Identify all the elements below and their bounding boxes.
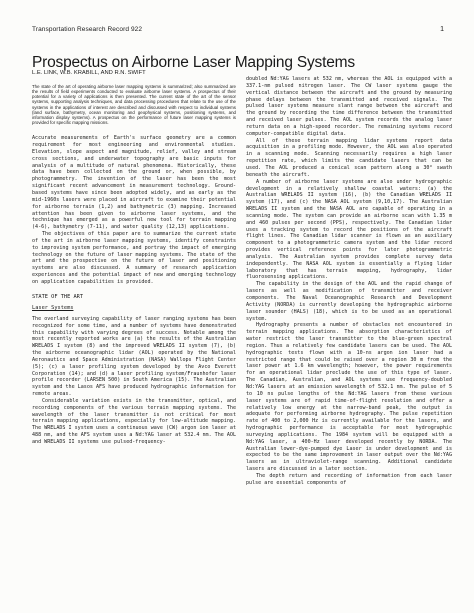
body-paragraph: The depth return and recording of information from each laser pulse are essential components of	[246, 472, 452, 486]
right-column	[246, 76, 452, 487]
section-heading: STATE OF THE ART	[32, 293, 84, 300]
body-paragraph: Considerable variation exists in the transmitter, optical, and recording components of the various terrain mapping systems. The wavelength of the laser transmitter is not critical for most terrain mapping applications, especially for low-altitude mapping. The WRELADS I system uses a continuous wave (CW) argon ion laser at 488 nm, and the AFS system uses a Nd:YAG laser at 532.4 nm. The AOL and WRELADS II systems use pulsed-frequency-	[32, 397, 236, 445]
intro-paragraph: Accurate measurements of Earth's surface geometry are a common requirement for most engineering and environmental studies. Elevation, slope aspect and magnitude, relief, valley and stream cross sections, and underwater topography are basic inputs for analysis of a multitude of natural phenomena. Historically, these data have been collected on the ground or, when possible, by photogrammetry. The invention of the laser has been the most significant recent advancement in measurement technology. Ground-based systems have since been adopted widely, and as early as the mid-1960s lasers were placed in aircraft to examine their potential for airborne terrain (1,2) and bathymetric (3) mapping. Increased attention has been given to airborne laser systems, and the technique has emerged as a powerful new tool for terrain mapping (4-6), bathymetry (7-11), and water quality (12,13) applications.	[32, 135, 236, 231]
body-paragraph: Hydrography presents a number of obstacles not encountered in terrain mapping applications. The absorption characteristics of water restrict the laser transmitter to the blue-green spectral region. Thus a relatively few candidate lasers can be used. The AOL hydrographic tests flown with a 10-ns argon ion laser had a restricted range that could be raised over a region 30 m from the laser power at 1.6 km wavelength; however, the power requirements for an operational lidar preclude the use of this type of laser. The Canadian, Australian, and AOL systems use frequency-doubled Nd:YAG lasers at an emission wavelength of 532.1 nm. The pulse of 5 to 10 ns pulse lengths of the Nd:YAG lasers from these various laser systems are of rapid time-of-flight resolution and offer a relatively low energy at the narrow-band peak, the output is adequate for performing airborne hydrography. The pulse repetition rate of 400 to 2,000 Hz is currently available for the lasers, and hydrographic performance is acceptable for most hydrographic surveying applications. The 1984 system will be equipped with a Nd:YAG laser, a 400-Hz laser developed recently by NORDA. The Australian lower-dye-pumped dye Laser is under development and is expected to be the same improvement in laser output over the Nd:YAG lasers as in ultraviolet-range scanning. Additional candidate lasers are discussed in a later section.	[246, 322, 452, 473]
left-column	[32, 84, 236, 446]
intro-paragraph: The objectives of this paper are to summarize the current state of the art in airborne laser mapping systems, identify constraints to improving system performance, and portray the impact of emerging technology on the future of laser mapping systems. The state of the art and the prospective on the future of laser and positioning systems are also discussed. A summary of research application experiences and the potential impact of new and emerging technology on application capabilities is provided.	[32, 231, 236, 285]
page-number: 1	[440, 26, 444, 33]
body-paragraph: doubled Nd:YAG lasers at 532 nm, whereas the AOL is equipped with a 337.1-nm pulsed nitrogen laser. The CW laser systems gauge the vertical distance between the aircraft and the ground by measuring phase delays between the transmitted and received signals. The pulsed laser systems measure slant range between the aircraft and the ground by recording the time difference between the transmitted and received laser pulses. The AOL system records the analog laser return data on a high-speed recorder. The remaining systems record computer-compatible digital data.	[246, 76, 452, 137]
body-paragraph: All of these terrain mapping lidar systems report data acquisition in a profiling mode. However, the AOL was also operated in a scanning mode. Scanning necessarily requires a high laser repetition rate, which limits the candidate lasers that can be used. The AOL produced a conical scan pattern along a 30° swath beneath the aircraft.	[246, 137, 452, 178]
page-header	[32, 26, 444, 38]
abstract: The state of the art of operating airborne laser mapping systems is summarized; also summarized are the results of field experiments conducted to evaluate airborne laser systems. A prospectus of their potential for a variety of applications is then presented. The current state of the art of the sensor systems, supporting analysis techniques, and data processing procedures that relate to the use of the systems in the applications of interest are described and discussed with respect to individual systems (land surface, bathymetry, ocean monitoring and geophysical systems, positioning systems, and information display systems). A prospectus on the performance of future laser mapping systems is provided for specific mapping missions.	[32, 84, 236, 126]
body-paragraph: A number of airborne laser systems are also under hydrographic development in a relatively shallow coastal waters: (a) the Australian WRELADS II system (16), (b) the Canadian WRELADS II system (17), and (c) the NASA AOL system (9,10,17). The Australian WRELADS II system and the NASA AOL are capable of operating in a scanning mode. The system can provide an airborne scan with 1.35 m and 460 pulses per second (PPS), respectively. The Canadian lidar uses a tracking system to record the positions of the aircraft flight lines. The Canadian lidar scanner is flown as an auxiliary component to a photogrammetric camera system and the lidar record provides vertical reference points for later photogrammetric analysis. The Australian system provides complete survey data independently. The NASA AOL system is essentially a flying lidar laboratory that has terrain mapping, hydrography, lidar fluorosensing applications.	[246, 178, 452, 281]
subsection-heading: Laser Systems	[32, 304, 74, 311]
article-title: Prospectus on Airborne Laser Mapping Systems	[32, 54, 355, 72]
article-authors: L.E. LINK, W.B. KRABILL, AND R.N. SWIFT	[32, 70, 146, 76]
journal-name: Transportation Research Record 922	[32, 26, 143, 33]
body-paragraph: The capability in the design of the AOL and the rapid change of lasers as well as modification of transmitter and receiver components. The Naval Oceanographic Research and Development Activity (NORDA) is currently developing the hydrographic airborne laser sounder (HALS) (18), which is to be used as an operational system.	[246, 281, 452, 322]
body-paragraph: The overland surveying capability of laser ranging systems has been recognized for some time, and a number of systems have demonstrated this capability with varying degrees of success. Notable among the most recently reported works are (a) the results of the Australian WRELADS I system (8) and the improved WRELADS II system (7), (b) the airborne oceanographic lidar (AOL) operated by the National Aeronautics and Space Administration (NASA) Wallops Flight Center (5); (c) a laser profiling system developed by the Avco Everett Corporation (14); and (d) a laser profiling system/Fraunhofer laser profile recorder (LARSEN 500) in South America (15). The Australian system and the Lasos AFS have produced hydrographic information for remote areas.	[32, 315, 236, 398]
